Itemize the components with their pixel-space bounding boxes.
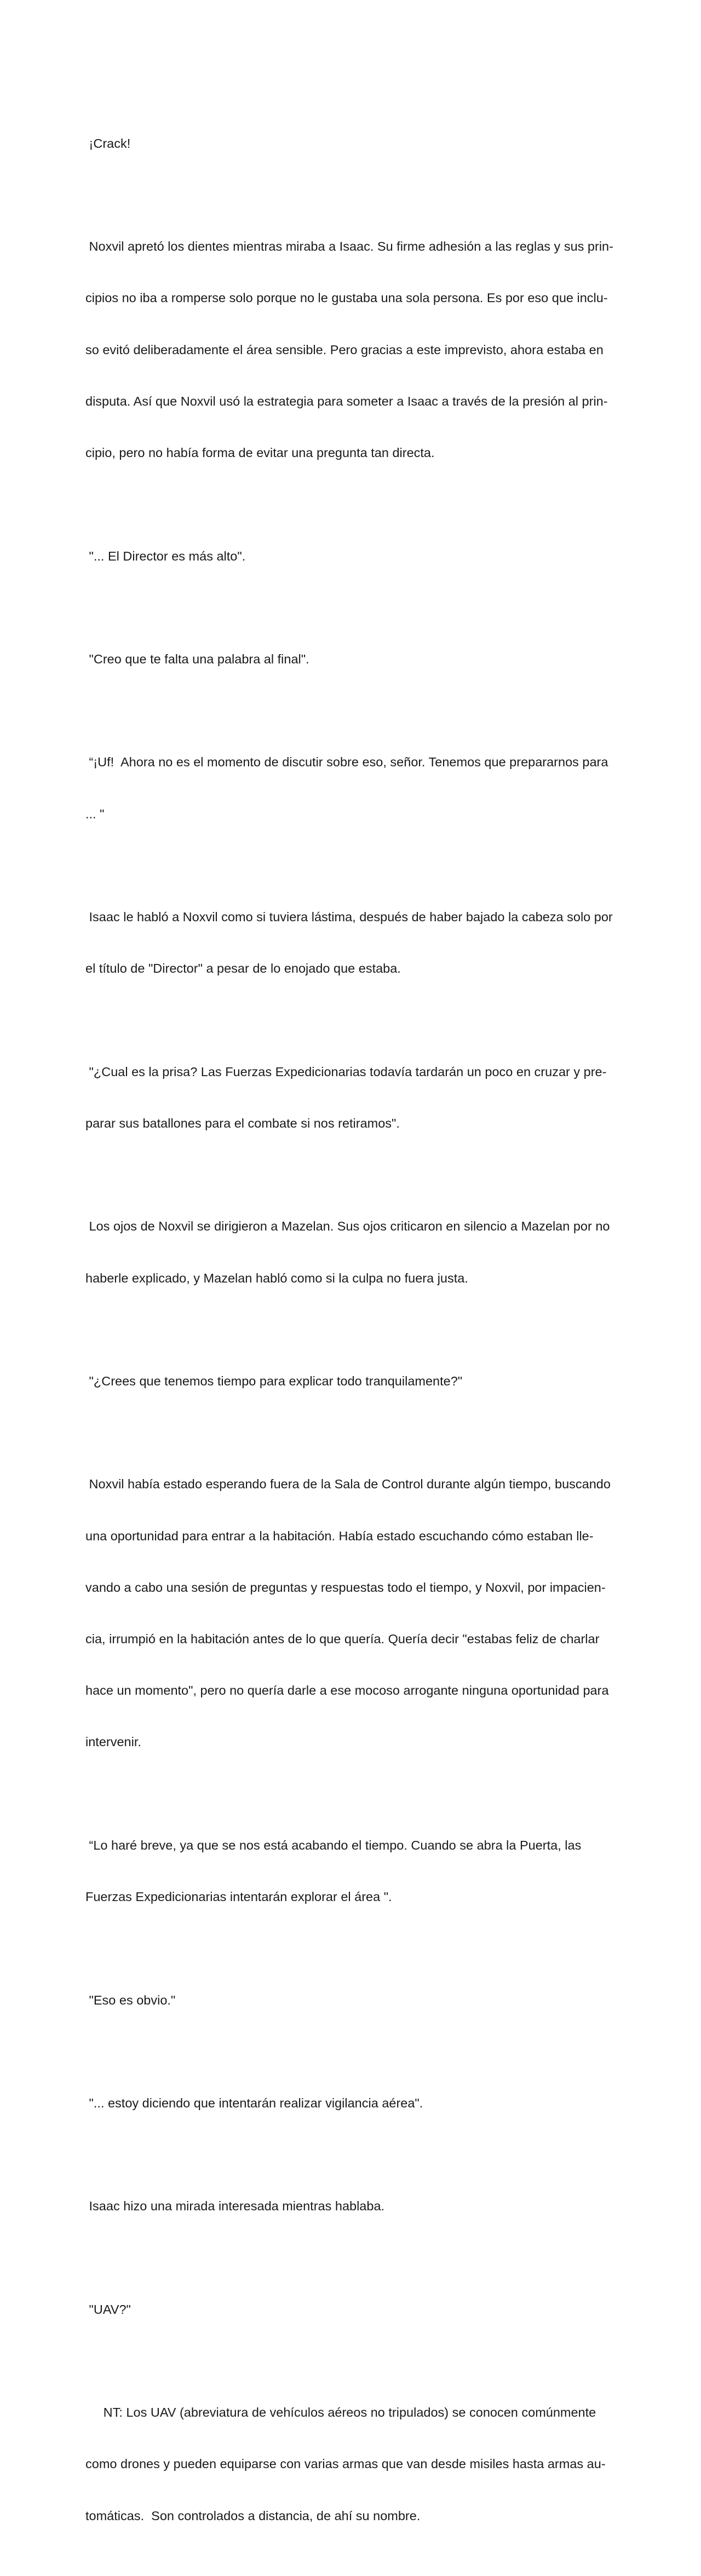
text-line: cipios no iba a romperse solo porque no le gustaba una sola persona. Es por eso que inclu-: [85, 291, 608, 305]
text-line: "Eso es obvio.": [85, 1992, 176, 2007]
text-line: una oportunidad para entrar a la habitación. Había estado escuchando cómo estaban lle-: [85, 1528, 594, 1543]
text-line: Noxvil apretó los dientes mientras miraba a Isaac. Su firme adhesión a las reglas y sus prin-: [85, 239, 613, 254]
text-line: el título de "Director" a pesar de lo enojado que estaba.: [85, 961, 401, 976]
text-line: hace un momento", pero no quería darle a ese mocoso arrogante ninguna oportunidad para: [85, 1683, 609, 1698]
paragraph-12: [85, 1957, 623, 2043]
text-line: parar sus batallones para el combate si nos retiramos".: [85, 1116, 400, 1130]
text-line: so evitó deliberadamente el área sensible. Pero gracias a este imprevisto, ahora estaba en: [85, 342, 604, 357]
text-line: NT: Los UAV (abreviatura de vehículos aéreos no tripulados) se conocen comúnmente: [85, 2405, 596, 2420]
text-line: "... estoy diciendo que intentarán realizar vigilancia aérea".: [85, 2095, 423, 2110]
paragraph-13: [85, 2060, 623, 2146]
text-line: cipio, pero no había forma de evitar una pregunta tan directa.: [85, 446, 435, 460]
text-line: ... ": [85, 806, 105, 821]
paragraph-9: [85, 1338, 623, 1424]
paragraph-14: [85, 2164, 623, 2250]
paragraph-7: [85, 1029, 623, 1166]
text-line: "¿Crees que tenemos tiempo para explicar todo tranquilamente?": [85, 1373, 463, 1388]
paragraph-8: [85, 1183, 623, 1321]
text-line: ¡Crack!: [85, 136, 131, 151]
text-line: Los ojos de Noxvil se dirigieron a Mazelan. Sus ojos criticaron en silencio a Mazelan por no: [85, 1219, 610, 1234]
paragraph-10: [85, 1442, 623, 1786]
text-line: Noxvil había estado esperando fuera de la Sala de Control durante algún tiempo, buscando: [85, 1477, 611, 1492]
text-line: “Lo haré breve, ya que se nos está acabando el tiempo. Cuando se abra la Puerta, las: [85, 1838, 582, 1852]
paragraph-6: [85, 874, 623, 1012]
text-line: haberle explicado, y Mazelan habló como si la culpa no fuera justa.: [85, 1270, 468, 1285]
document-body: [85, 101, 623, 2576]
text-line: intervenir.: [85, 1735, 141, 1749]
paragraph-4: [85, 616, 623, 702]
text-line: "Creo que te falta una palabra al final".: [85, 651, 309, 666]
paragraph-2: [85, 204, 623, 496]
text-line: tomáticas. Son controlados a distancia, de ahí su nombre.: [85, 2508, 421, 2523]
paragraph-1: [85, 101, 623, 187]
text-line: vando a cabo una sesión de preguntas y respuestas todo el tiempo, y Noxvil, por impacien-: [85, 1580, 606, 1595]
translator-note: [85, 2370, 623, 2558]
paragraph-5: [85, 720, 623, 857]
text-line: “¡Uf! Ahora no es el momento de discutir sobre eso, señor. Tenemos que prepararnos para: [85, 755, 608, 770]
text-line: "UAV?": [85, 2302, 131, 2317]
text-line: cia, irrumpió en la habitación antes de lo que quería. Quería decir "estabas feliz de charlar: [85, 1632, 600, 1647]
paragraph-11: [85, 1803, 623, 1940]
text-line: Isaac hizo una mirada interesada mientras hablaba.: [85, 2199, 385, 2214]
text-line: Fuerzas Expedicionarias intentarán explorar el área ".: [85, 1890, 392, 1904]
text-line: "... El Director es más alto".: [85, 548, 246, 563]
text-line: "¿Cual es la prisa? Las Fuerzas Expedicionarias todavía tardarán un poco en cruzar y pre-: [85, 1064, 607, 1079]
paragraph-15: [85, 2267, 623, 2353]
text-line: como drones y pueden equiparse con varias armas que van desde misiles hasta armas au-: [85, 2457, 606, 2471]
paragraph-3: [85, 513, 623, 599]
text-line: disputa. Así que Noxvil usó la estrategia para someter a Isaac a través de la presión al prin-: [85, 394, 608, 408]
text-line: Isaac le habló a Noxvil como si tuviera lástima, después de haber bajado la cabeza solo por: [85, 910, 613, 925]
